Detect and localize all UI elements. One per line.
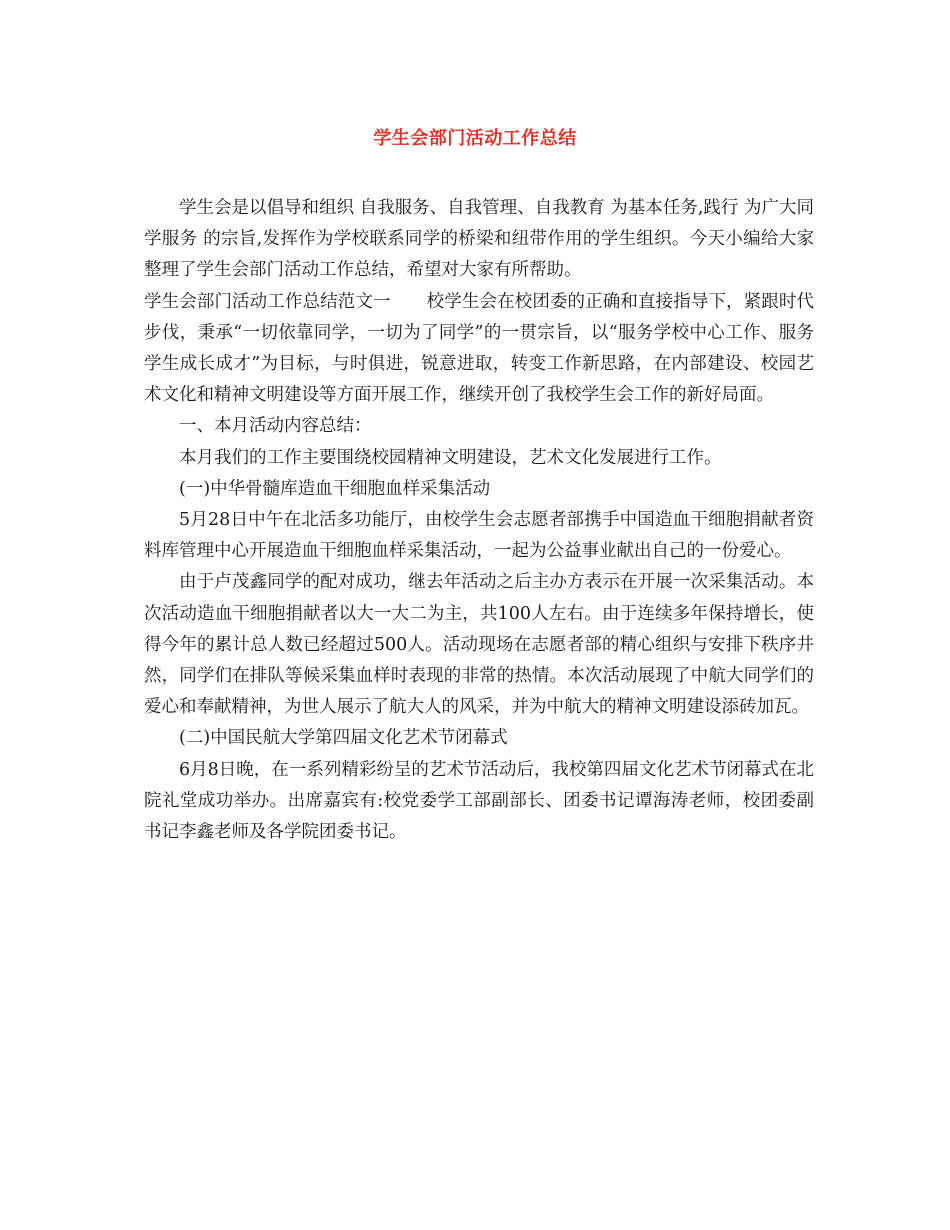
subsection-1-paragraph-1: 5月28日中午在北活多功能厅，由校学生会志愿者部携手中国造血干细胞捐献者资料库管理中心开展造血干细胞血样采集活动，一起为公益事业献出自己的一份爱心。 — [144, 510, 814, 562]
sample-title: 学生会部门活动工作总结范文一 — [144, 291, 391, 312]
document-title: 学生会部门活动工作总结 — [373, 128, 577, 149]
sample-body: 校学生会在校团委的正确和直接指导下，紧跟时代步伐，秉承“一切依靠同学，一切为了同学”的一贯宗旨，以“服务学校中心工作、服务学生成长成才”为目标，与时俱进，锐意进取，转变工作新思路，在内部建设、校园艺术文化和精神文明建设等方面开展工作，继续开创了我校学生会工作的新好局面。 — [144, 291, 815, 406]
section-heading: 一、本月活动内容总结： — [179, 416, 372, 437]
subsection-heading-1: (一)中华骨髓库造血干细胞血样采集活动 — [179, 478, 491, 499]
subsection-heading-2: (二)中国民航大学第四届文化艺术节闭幕式 — [179, 728, 508, 749]
intro-paragraph: 学生会是以倡导和组织 自我服务、自我管理、自我教育 为基本任务,践行 为广大同学服务 的宗旨,发挥作为学校联系同学的桥梁和纽带作用的学生组织。今天小编给大家整理了学生会部门活动工作总结，希望对大家有所帮助。 — [144, 198, 814, 281]
subsection-2-paragraph-1: 6月8日晚，在一系列精彩纷呈的艺术节活动后，我校第四届文化艺术节闭幕式在北院礼堂成功举办。出席嘉宾有:校党委学工部副部长、团委书记谭海涛老师，校团委副书记李鑫老师及各学院团委书记。 — [144, 759, 814, 843]
document-body — [144, 193, 814, 848]
section-summary: 本月我们的工作主要围绕校园精神文明建设，艺术文化发展进行工作。 — [179, 447, 722, 468]
subsection-1-paragraph-2: 由于卢茂鑫同学的配对成功，继去年活动之后主办方表示在开展一次采集活动。本次活动造血干细胞捐献者以大一大二为主，共100人左右。由于连续多年保持增长，使得今年的累计总人数已经超过500人。活动现场在志愿者部的精心组织与安排下秩序井然，同学们在排队等候采集血样时表现的非常的热情。本次活动展现了中航大同学们的爱心和奉献精神，为世人展示了航大人的风采，并为中航大的精神文明建设添砖加瓦。 — [144, 572, 814, 718]
sample-paragraph — [144, 287, 814, 412]
